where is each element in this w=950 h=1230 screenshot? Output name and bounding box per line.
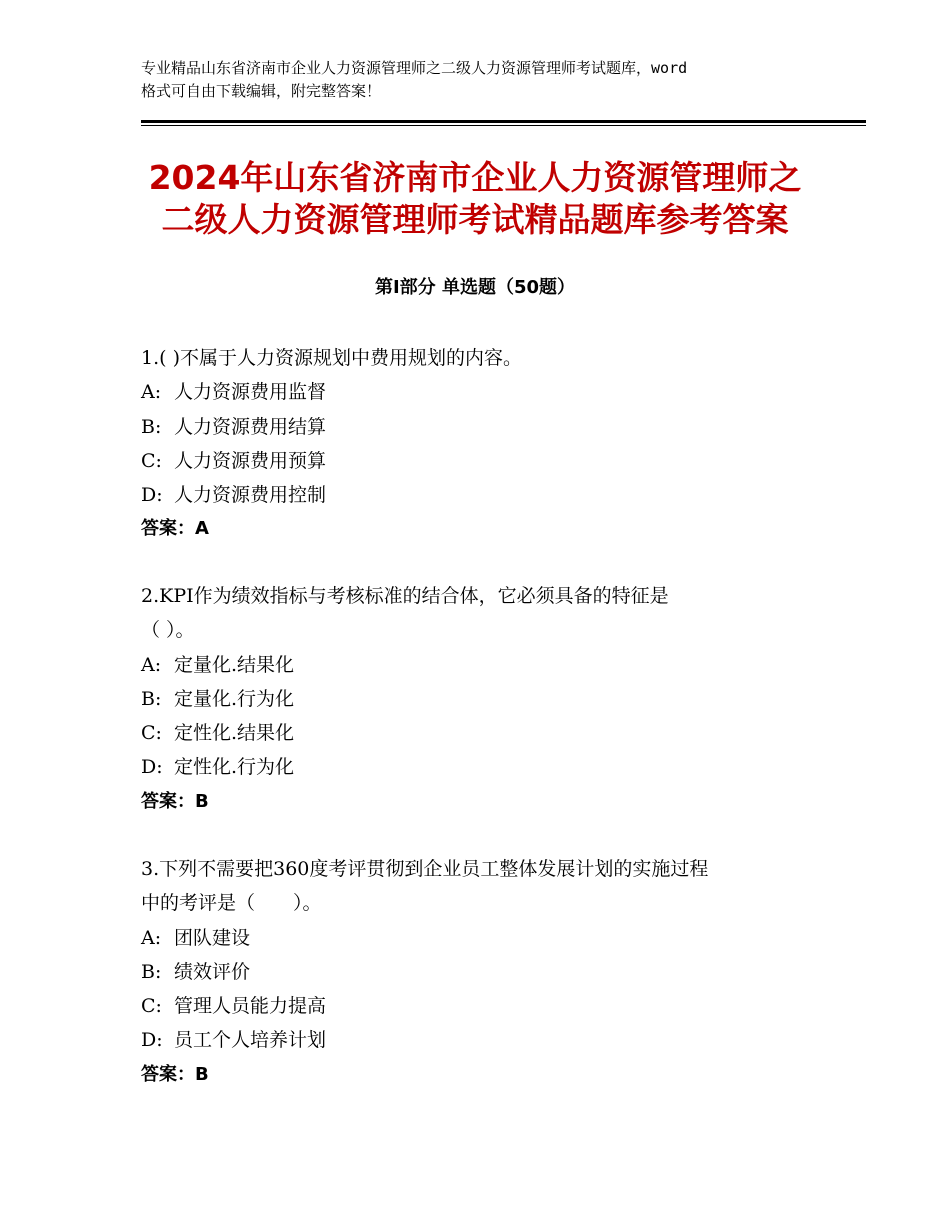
option-text: 定性化.结果化 xyxy=(174,722,295,745)
question-stem: 1.( )不属于人力资源规划中费用规划的内容。 xyxy=(141,347,522,369)
option-a xyxy=(141,921,831,955)
option-text: 人力资源费用结算 xyxy=(174,415,327,438)
option-text: 人力资源费用预算 xyxy=(174,449,327,472)
option-text: 人力资源费用监督 xyxy=(174,381,327,404)
option-letter: B: xyxy=(141,960,162,983)
option-letter: A: xyxy=(141,381,162,404)
answer-label: 答案：A xyxy=(141,518,209,540)
option-letter: B: xyxy=(141,687,162,710)
option-letter: C: xyxy=(141,995,162,1018)
question-stem-continued: （ ）。 xyxy=(141,619,195,642)
option-text: 人力资源费用控制 xyxy=(174,484,327,507)
option-letter: D: xyxy=(141,484,163,507)
option-d xyxy=(141,750,831,784)
option-letter: C: xyxy=(141,449,162,472)
option-letter: B: xyxy=(141,415,162,438)
question-stem: 3.下列不需要把360度考评贯彻到企业员工整体发展计划的实施过程 xyxy=(141,858,709,880)
option-c xyxy=(141,989,831,1023)
header-divider-thin xyxy=(141,125,866,126)
option-letter: D: xyxy=(141,756,163,779)
document-title xyxy=(100,157,850,241)
option-letter: D: xyxy=(141,1029,163,1052)
option-text: 管理人员能力提高 xyxy=(174,995,327,1018)
header-note xyxy=(141,57,831,103)
option-a xyxy=(141,375,831,409)
option-b xyxy=(141,955,831,989)
option-text: 员工个人培养计划 xyxy=(174,1029,327,1052)
header-divider xyxy=(141,120,866,123)
option-text: 定性化.行为化 xyxy=(174,756,295,779)
question-stem-continued: 中的考评是（ ）。 xyxy=(141,892,322,915)
title-line: 二级人力资源管理师考试精品题库参考答案 xyxy=(161,200,789,239)
option-text: 定量化.行为化 xyxy=(174,687,295,710)
option-text: 定量化.结果化 xyxy=(174,653,295,676)
answer-label: 答案：B xyxy=(141,790,209,812)
question-1 xyxy=(141,341,831,547)
option-letter: A: xyxy=(141,653,162,676)
section-title: 第Ⅰ部分 单选题（50题） xyxy=(374,277,575,298)
header-note-line: 专业精品山东省济南市企业人力资源管理师之二级人力资源管理师考试题库，word xyxy=(141,59,688,77)
question-2 xyxy=(141,579,831,819)
question-3 xyxy=(141,852,831,1092)
option-letter: C: xyxy=(141,722,162,745)
option-text: 团队建设 xyxy=(174,926,251,949)
title-line: 2024年山东省济南市企业人力资源管理师之 xyxy=(148,158,802,197)
option-d xyxy=(141,1023,831,1057)
option-c xyxy=(141,716,831,750)
option-a xyxy=(141,648,831,682)
option-c xyxy=(141,444,831,478)
option-b xyxy=(141,682,831,716)
answer-label: 答案：B xyxy=(141,1063,209,1085)
option-letter: A: xyxy=(141,926,162,949)
header-note-line: 格式可自由下载编辑，附完整答案！ xyxy=(141,82,382,100)
option-text: 绩效评价 xyxy=(174,960,251,983)
option-d xyxy=(141,478,831,512)
question-stem: 2.KPI作为绩效指标与考核标准的结合体，它必须具备的特征是 xyxy=(141,585,669,607)
option-b xyxy=(141,410,831,444)
